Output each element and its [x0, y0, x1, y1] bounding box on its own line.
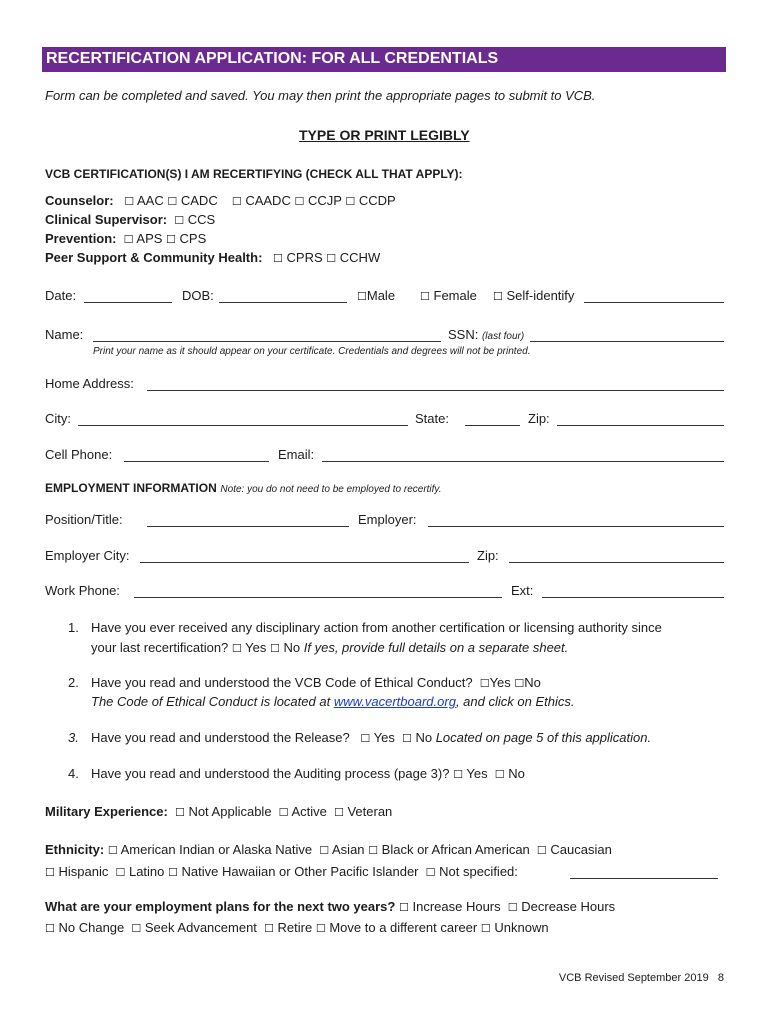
ethnicity-row2	[45, 864, 518, 879]
ext-label: Ext:	[511, 583, 534, 598]
q2-line2	[91, 694, 574, 709]
employer-city-label: Employer City:	[45, 548, 130, 563]
zip-field[interactable]	[557, 425, 724, 426]
employer-zip-label: Zip:	[477, 548, 499, 563]
no-label: No	[283, 640, 301, 655]
dob-label: DOB:	[182, 288, 214, 303]
q4-text: Have you read and understood the Auditing process (page 3)?	[91, 766, 450, 781]
page-title: RECERTIFICATION APPLICATION: FOR ALL CREDENTIALS	[46, 50, 499, 67]
option-label: Latino	[128, 864, 165, 879]
q3-number: 3.	[68, 730, 79, 745]
option-label: CCJP	[307, 193, 342, 208]
checkbox-hispanic[interactable]: ☐	[45, 866, 55, 879]
checkbox-unknown[interactable]: ☐	[480, 922, 491, 935]
option-label: AAC	[137, 193, 164, 208]
checkbox-retire[interactable]: ☐	[260, 922, 274, 935]
checkbox-seek-advancement[interactable]: ☐	[127, 922, 142, 935]
checkbox-not-applicable[interactable]: ☐	[171, 806, 185, 819]
checkbox-american-indian[interactable]: ☐	[107, 844, 118, 857]
military-label: Military Experience:	[45, 804, 168, 819]
q2-line2-post: , and click on Ethics.	[455, 694, 575, 709]
name-label: Name:	[45, 327, 84, 342]
option-label: Veteran	[347, 804, 393, 819]
checkbox-no-change[interactable]: ☐	[45, 922, 55, 935]
option-label: CCS	[187, 212, 216, 227]
q1-no-checkbox[interactable]: ☐	[270, 642, 280, 655]
option-label: CCDP	[358, 193, 396, 208]
q3-row	[91, 730, 651, 745]
q3-note: Located on page 5 of this application.	[435, 730, 652, 745]
option-label: American Indian or Alaska Native	[120, 842, 313, 857]
gender-self	[493, 288, 574, 303]
date-label: Date:	[45, 288, 77, 303]
q1-number: 1.	[68, 620, 79, 635]
q2-row	[91, 675, 541, 690]
option-label: No Change	[58, 920, 125, 935]
checkbox-active[interactable]: ☐	[275, 806, 289, 819]
option-label: Not specified:	[439, 864, 518, 879]
employment-heading: EMPLOYMENT INFORMATION	[45, 481, 217, 495]
checkbox-veteran[interactable]: ☐	[330, 806, 344, 819]
work-phone-field[interactable]	[134, 597, 502, 598]
yes-label: Yes	[245, 640, 267, 655]
plans-label: What are your employment plans for the next two years?	[45, 899, 396, 914]
checkbox-cps[interactable]: ☐	[166, 233, 176, 246]
option-label: CCHW	[339, 250, 381, 265]
gender-male	[357, 288, 395, 303]
option-label: Move to a different career	[329, 920, 478, 935]
cert-label: Peer Support & Community Health:	[45, 250, 263, 265]
q1-yes-checkbox[interactable]: ☐	[231, 642, 242, 655]
option-label: Hispanic	[58, 864, 109, 879]
option-label: Black or African American	[381, 842, 530, 857]
employer-city-field[interactable]	[140, 562, 469, 563]
option-label: APS	[136, 231, 163, 246]
q4-no-checkbox[interactable]: ☐	[491, 768, 505, 781]
checkbox-aps[interactable]: ☐	[120, 233, 134, 246]
q3-no-checkbox[interactable]: ☐	[398, 732, 412, 745]
email-field[interactable]	[322, 461, 724, 462]
q2-line2-text: The Code of Ethical Conduct is located at	[91, 694, 331, 709]
home-address-field[interactable]	[147, 390, 724, 391]
option-label: Increase Hours	[412, 899, 501, 914]
position-label: Position/Title:	[45, 512, 123, 527]
self-identify-label: Self-identify	[506, 288, 575, 303]
city-label: City:	[45, 411, 71, 426]
ethnicity-label: Ethnicity:	[45, 842, 105, 857]
ssn-note: (last four)	[481, 331, 525, 342]
employment-heading-row	[45, 480, 441, 495]
option-label: CPRS	[286, 250, 323, 265]
option-label: Unknown	[494, 920, 549, 935]
male-label: Male	[366, 288, 396, 303]
state-field[interactable]	[465, 425, 520, 426]
checkbox-self-identify[interactable]: ☐	[493, 290, 503, 303]
q1-note: If yes, provide full details on a separate sheet.	[303, 640, 569, 655]
employer-field[interactable]	[428, 526, 724, 527]
checkbox-decrease-hours[interactable]: ☐	[504, 901, 518, 914]
page-number: 8	[717, 972, 724, 984]
q1-text: Have you ever received any disciplinary action from another certification or licensing authority since	[91, 620, 662, 635]
page-footer	[559, 972, 724, 984]
checkbox-cadc[interactable]: ☐	[167, 195, 178, 208]
name-field[interactable]	[93, 341, 441, 342]
section-header-bar	[42, 47, 726, 72]
city-field[interactable]	[78, 425, 408, 426]
checkbox-not-specified[interactable]: ☐	[422, 866, 436, 879]
option-label: CADC	[180, 193, 218, 208]
plans-row2	[45, 920, 549, 935]
military-row	[45, 804, 392, 819]
cert-label: Counselor:	[45, 193, 114, 208]
option-label: Native Hawaiian or Other Pacific Islander	[181, 864, 419, 879]
email-label: Email:	[278, 447, 315, 462]
q2-yes-checkbox[interactable]: ☐	[476, 677, 490, 690]
option-label: Not Applicable	[188, 804, 272, 819]
checkbox-cchw[interactable]: ☐	[326, 252, 337, 265]
checkbox-asian[interactable]: ☐	[315, 844, 330, 857]
q1-line2	[91, 640, 568, 655]
ethnicity-row1	[45, 842, 612, 857]
checkbox-caadc[interactable]: ☐	[221, 195, 242, 208]
checkbox-ccs[interactable]: ☐	[170, 214, 185, 227]
not-specified-field[interactable]	[570, 878, 718, 879]
cert-heading: VCB CERTIFICATION(S) I AM RECERTIFYING (CHECK ALL THAT APPLY):	[45, 167, 463, 181]
date-field[interactable]	[84, 302, 172, 303]
checkbox-ccdp[interactable]: ☐	[345, 195, 356, 208]
plans-row1	[45, 899, 615, 914]
checkbox-latino[interactable]: ☐	[111, 866, 126, 879]
employment-note: Note: you do not need to be employed to recertify.	[220, 484, 442, 495]
q2-no-checkbox[interactable]: ☐	[514, 677, 525, 690]
q1-text2: your last recertification?	[91, 640, 229, 655]
option-label: Asian	[332, 842, 365, 857]
work-phone-label: Work Phone:	[45, 583, 120, 598]
vcb-website-link[interactable]: www.vacertboard.org	[333, 694, 456, 709]
q4-row	[91, 766, 525, 781]
q2-number: 2.	[68, 675, 79, 690]
checkbox-ccjp[interactable]: ☐	[294, 195, 305, 208]
checkbox-black[interactable]: ☐	[368, 844, 379, 857]
option-label: Caucasian	[550, 842, 612, 857]
ssn-label	[448, 327, 524, 342]
q3-text: Have you read and understood the Release?	[91, 730, 350, 745]
zip-label: Zip:	[528, 411, 550, 426]
checkbox-female[interactable]: ☐	[420, 290, 430, 303]
checkbox-move-career[interactable]: ☐	[315, 922, 326, 935]
q4-yes-checkbox[interactable]: ☐	[453, 768, 463, 781]
cell-phone-field[interactable]	[124, 461, 269, 462]
employer-label: Employer:	[358, 512, 417, 527]
cell-phone-label: Cell Phone:	[45, 447, 113, 462]
checkbox-aac[interactable]: ☐	[117, 195, 135, 208]
checkbox-increase-hours[interactable]: ☐	[398, 901, 409, 914]
self-identify-field[interactable]	[584, 302, 724, 303]
option-label: Active	[291, 804, 327, 819]
checkbox-male[interactable]: ☐	[357, 290, 367, 303]
yes-label: Yes	[373, 730, 395, 745]
type-print-heading: TYPE OR PRINT LEGIBLY	[299, 127, 470, 143]
gender-female	[420, 288, 477, 303]
no-label: No	[415, 730, 433, 745]
cert-row-counselor	[45, 193, 396, 208]
checkbox-caucasian[interactable]: ☐	[533, 844, 547, 857]
name-note: Print your name as it should appear on your certificate. Credentials and degrees will not be printed.	[93, 346, 531, 357]
yes-label: Yes	[466, 766, 488, 781]
intro-text: Form can be completed and saved. You may then print the appropriate pages to submit to VCB.	[45, 88, 596, 103]
cert-row-prevention	[45, 231, 206, 246]
state-label: State:	[415, 411, 449, 426]
option-label: Retire	[277, 920, 313, 935]
no-label: No	[508, 766, 525, 781]
cert-row-peer	[45, 250, 380, 265]
option-label: Seek Advancement	[144, 920, 257, 935]
female-label: Female	[433, 288, 477, 303]
option-label: Decrease Hours	[521, 899, 616, 914]
option-label: CAADC	[245, 193, 291, 208]
home-address-label: Home Address:	[45, 376, 134, 391]
option-label: CPS	[179, 231, 207, 246]
no-label: No	[524, 675, 541, 690]
cert-label: Clinical Supervisor:	[45, 212, 168, 227]
q2-text: Have you read and understood the VCB Code of Ethical Conduct?	[91, 675, 473, 690]
position-field[interactable]	[147, 526, 349, 527]
cert-label: Prevention:	[45, 231, 117, 246]
ext-field[interactable]	[542, 597, 724, 598]
employer-zip-field[interactable]	[509, 562, 724, 563]
checkbox-cprs[interactable]: ☐	[266, 252, 283, 265]
yes-label: Yes	[489, 675, 511, 690]
q4-number: 4.	[68, 766, 79, 781]
revision-text: VCB Revised September 2019	[558, 972, 709, 984]
q3-yes-checkbox[interactable]: ☐	[353, 732, 371, 745]
ssn-field[interactable]	[530, 341, 724, 342]
cert-row-clinical	[45, 212, 215, 227]
checkbox-native-hawaiian[interactable]: ☐	[168, 866, 178, 879]
dob-field[interactable]	[219, 302, 347, 303]
ssn-text: SSN:	[448, 327, 479, 342]
